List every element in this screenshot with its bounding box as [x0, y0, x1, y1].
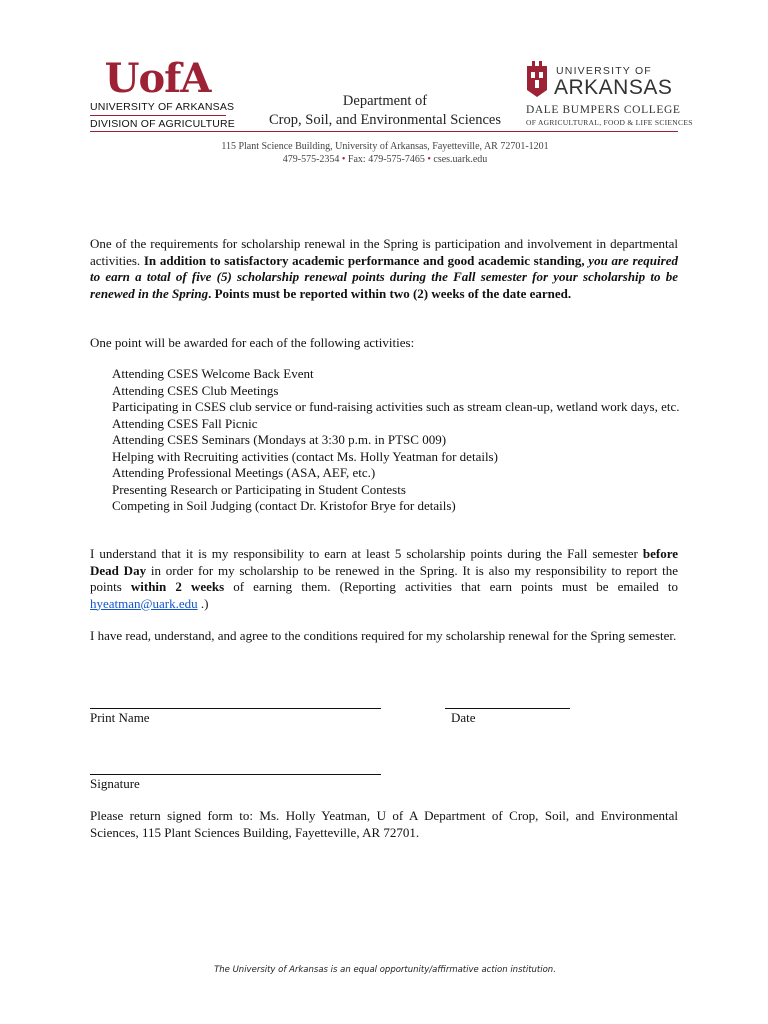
requirements-intro: One of the requirements for scholarship renewal in the Spring is participation and involvement in departmental activities. — [90, 236, 678, 268]
print-name-label: Print Name — [90, 710, 150, 725]
phone: 479-575-2354 — [282, 154, 340, 165]
requirements-bold: In addition to satisfactory academic performance and good academic standing, — [143, 252, 589, 268]
list-item: Attending Professional Meetings (ASA, AEF, etc.) — [112, 465, 376, 480]
college-subtitle: OF AGRICULTURAL, FOOD & LIFE SCIENCES — [526, 118, 693, 127]
return-instructions: Please return signed form to: Ms. Holly Yeatman, U of A Department of Crop, Soil, and Environmental Sciences, 115 Plant Sciences Building, Fayetteville, AR 72701. — [90, 808, 678, 840]
website: cses.uark.edu — [433, 154, 488, 165]
activities-list — [112, 366, 680, 515]
responsibility-text-1: I understand that it is my responsibility to earn at least 5 scholarship points during the Fall semester — [90, 546, 643, 561]
uofa-mark: UofA — [104, 55, 211, 102]
list-item: Presenting Research or Participating in Student Contests — [112, 481, 406, 497]
responsibility-paragraph — [90, 546, 678, 612]
bullet-separator: • — [427, 154, 431, 165]
responsibility-text-4: .) — [197, 595, 209, 611]
uofa-division-logo — [90, 55, 236, 130]
contact-info — [140, 140, 630, 166]
bullet-separator: • — [341, 154, 346, 165]
department-title-line2: Crop, Soil, and Environmental Sciences — [269, 112, 501, 128]
reporting-deadline: . Points must be reported within two (2) weeks of the date earned. — [208, 285, 572, 301]
uark-small-text: UNIVERSITY OF — [556, 65, 652, 77]
list-item: Attending CSES Welcome Back Event — [112, 366, 314, 381]
address: 115 Plant Science Building, University of Arkansas, Fayetteville, AR 72701-1201 — [221, 141, 549, 152]
division-name: DIVISION OF AGRICULTURE — [90, 118, 236, 130]
eeo-footer: The University of Arkansas is an equal opportunity/affirmative action institution. — [214, 965, 556, 975]
logo-divider — [90, 115, 226, 116]
phone-fax-web — [140, 153, 630, 166]
college-name: DALE BUMPERS COLLEGE — [526, 104, 681, 116]
list-item: Attending CSES Seminars (Mondays at 3:30 p.m. in PTSC 009) — [112, 432, 447, 447]
responsibility-text-3: of earning them. (Reporting activities that earn points must be emailed to — [224, 579, 678, 594]
list-item: Participating in CSES club service or fund-raising activities such as stream clean-up, wetland work days, etc. — [112, 399, 680, 414]
date-label: Date — [451, 710, 476, 725]
old-main-shield-icon — [526, 60, 548, 98]
list-item: Competing in Soil Judging (contact Dr. Kristofor Brye for details) — [112, 498, 456, 513]
email-link[interactable]: hyeatman@uark.edu — [90, 595, 198, 611]
uark-big-text: ARKANSAS — [554, 76, 673, 99]
print-name-line[interactable] — [90, 708, 381, 709]
department-title-line1: Department of — [342, 93, 428, 109]
signature-label: Signature — [90, 776, 140, 791]
agreement-paragraph: I have read, understand, and agree to the conditions required for my scholarship renewal for the Spring semester. — [90, 628, 677, 643]
activities-intro: One point will be awarded for each of the following activities: — [90, 335, 415, 350]
list-item: Attending CSES Fall Picnic — [112, 415, 258, 431]
requirements-paragraph — [90, 236, 678, 302]
uofa-name: UNIVERSITY OF ARKANSAS — [90, 101, 235, 113]
two-week-deadline: within 2 weeks — [130, 579, 225, 594]
dead-day-deadline: before Dead Day — [90, 546, 678, 578]
responsibility-text-2: in order for my scholarship to be renewed in the Spring. It is also my responsibility to report the points — [90, 562, 678, 594]
requirements-bold-italic: you are required to earn a total of five (5) scholarship renewal points during the Fall semester for your scholarship to be renewed in the Spring — [90, 252, 678, 301]
department-title — [240, 92, 530, 130]
fax: Fax: 479-575-7465 — [347, 154, 425, 165]
date-line[interactable] — [445, 708, 570, 709]
header-rule — [90, 131, 678, 132]
list-item: Helping with Recruiting activities (contact Ms. Holly Yeatman for details) — [112, 448, 498, 464]
signature-line[interactable] — [90, 774, 381, 775]
list-item: Attending CSES Club Meetings — [112, 382, 279, 398]
